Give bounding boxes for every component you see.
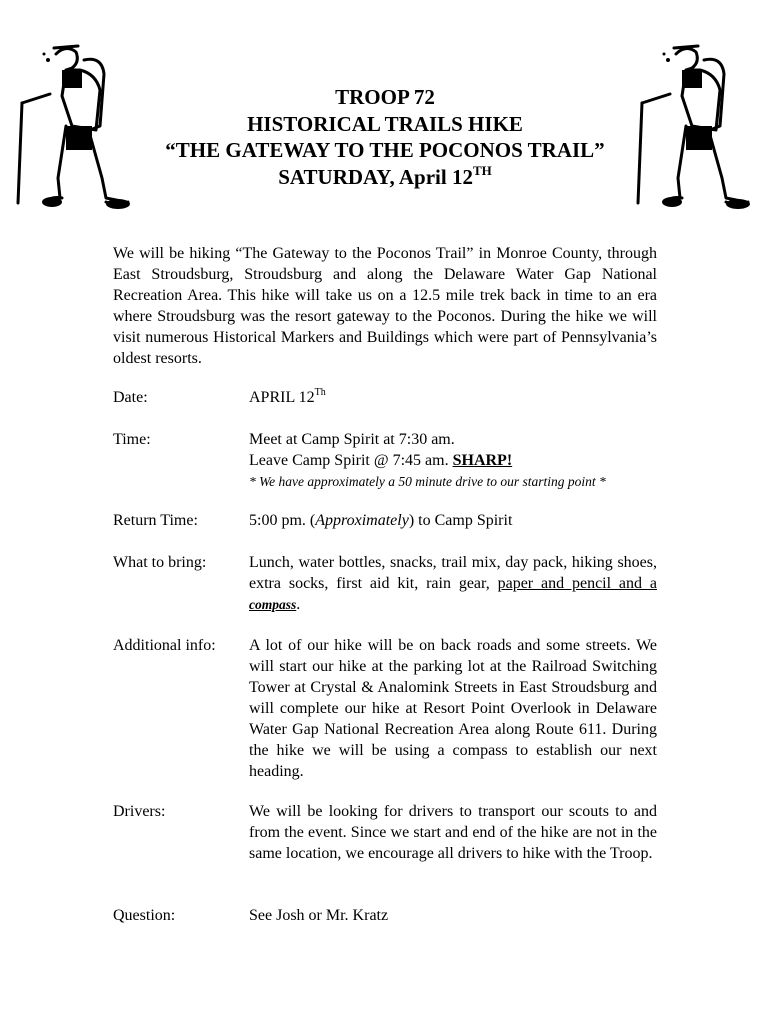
bring-value xyxy=(249,552,657,615)
bring-label: What to bring: xyxy=(113,554,207,571)
bring-underlined: paper and pencil and a xyxy=(497,575,657,592)
bring-compass: compass xyxy=(249,597,297,612)
return-time-prefix: 5:00 pm. ( xyxy=(249,512,316,529)
question-value: See Josh or Mr. Kratz xyxy=(249,907,389,924)
date-sup: Th xyxy=(314,387,326,398)
hiker-icon xyxy=(628,18,758,213)
page-title xyxy=(130,84,640,190)
bring-text: Lunch, water bottles, snacks, trail mix, day pack, hiking shoes, extra socks, first aid kit, rain gear, xyxy=(249,554,657,592)
question-label: Question: xyxy=(113,907,176,924)
intro-paragraph: We will be hiking “The Gateway to the Poconos Trail” in Monroe County, through East Stroudsburg, Stroudsburg and along the Delaware Water Gap National Recreation Area. This hike will take us on a 12.5 mile trek back in time to an era where Stroudsburg was the resort gateway to the Poconos. During the hike we will visit numerous Historical Markers and Buildings which were part of Pennsylvania’s oldest resorts. xyxy=(113,245,657,367)
return-time-approx: Approximately xyxy=(315,512,409,529)
drivers-value: We will be looking for drivers to transport our scouts to and from the event. Since we start and end of the hike are not in the same location, we encourage all drivers to hike with the Troop. xyxy=(249,803,657,862)
time-value xyxy=(249,429,657,492)
return-time-label: Return Time: xyxy=(113,512,198,529)
additional-value: A lot of our hike will be on back roads and some streets. We will start our hike at the parking lot at the Railroad Switching Tower at Crystal & Analomink Streets in East Stroudsburg and will complete our hike at Resort Point Overlook in Delaware Water Gap National Recreation Area along Route 611. During the hike we will be using a compass to establish our next heading. xyxy=(249,637,657,780)
return-time-suffix: ) to Camp Spirit xyxy=(408,512,513,529)
title-date-text: SATURDAY, April 12 xyxy=(278,164,473,189)
title-date xyxy=(130,164,640,191)
title-hike: HISTORICAL TRAILS HIKE xyxy=(247,111,523,136)
title-trail: “THE GATEWAY TO THE POCONOS TRAIL” xyxy=(165,138,605,162)
time-sharp: SHARP! xyxy=(452,452,513,469)
time-leave xyxy=(249,450,657,471)
date-label: Date: xyxy=(113,389,148,406)
title-date-sup: TH xyxy=(472,162,492,178)
additional-label: Additional info: xyxy=(113,637,216,654)
date-text: APRIL 12 xyxy=(249,389,315,406)
time-meet: Meet at Camp Spirit at 7:30 am. xyxy=(249,431,455,448)
drivers-label: Drivers: xyxy=(113,803,166,820)
bring-end: . xyxy=(296,596,301,613)
date-value xyxy=(249,387,657,408)
time-label: Time: xyxy=(113,431,151,448)
title-troop: TROOP 72 xyxy=(335,85,435,109)
return-time-value xyxy=(249,510,657,531)
hiker-icon xyxy=(8,18,138,213)
time-leave-text: Leave Camp Spirit @ 7:45 am. xyxy=(249,452,449,469)
time-note: * We have approximately a 50 minute drive to our starting point * xyxy=(249,474,606,489)
